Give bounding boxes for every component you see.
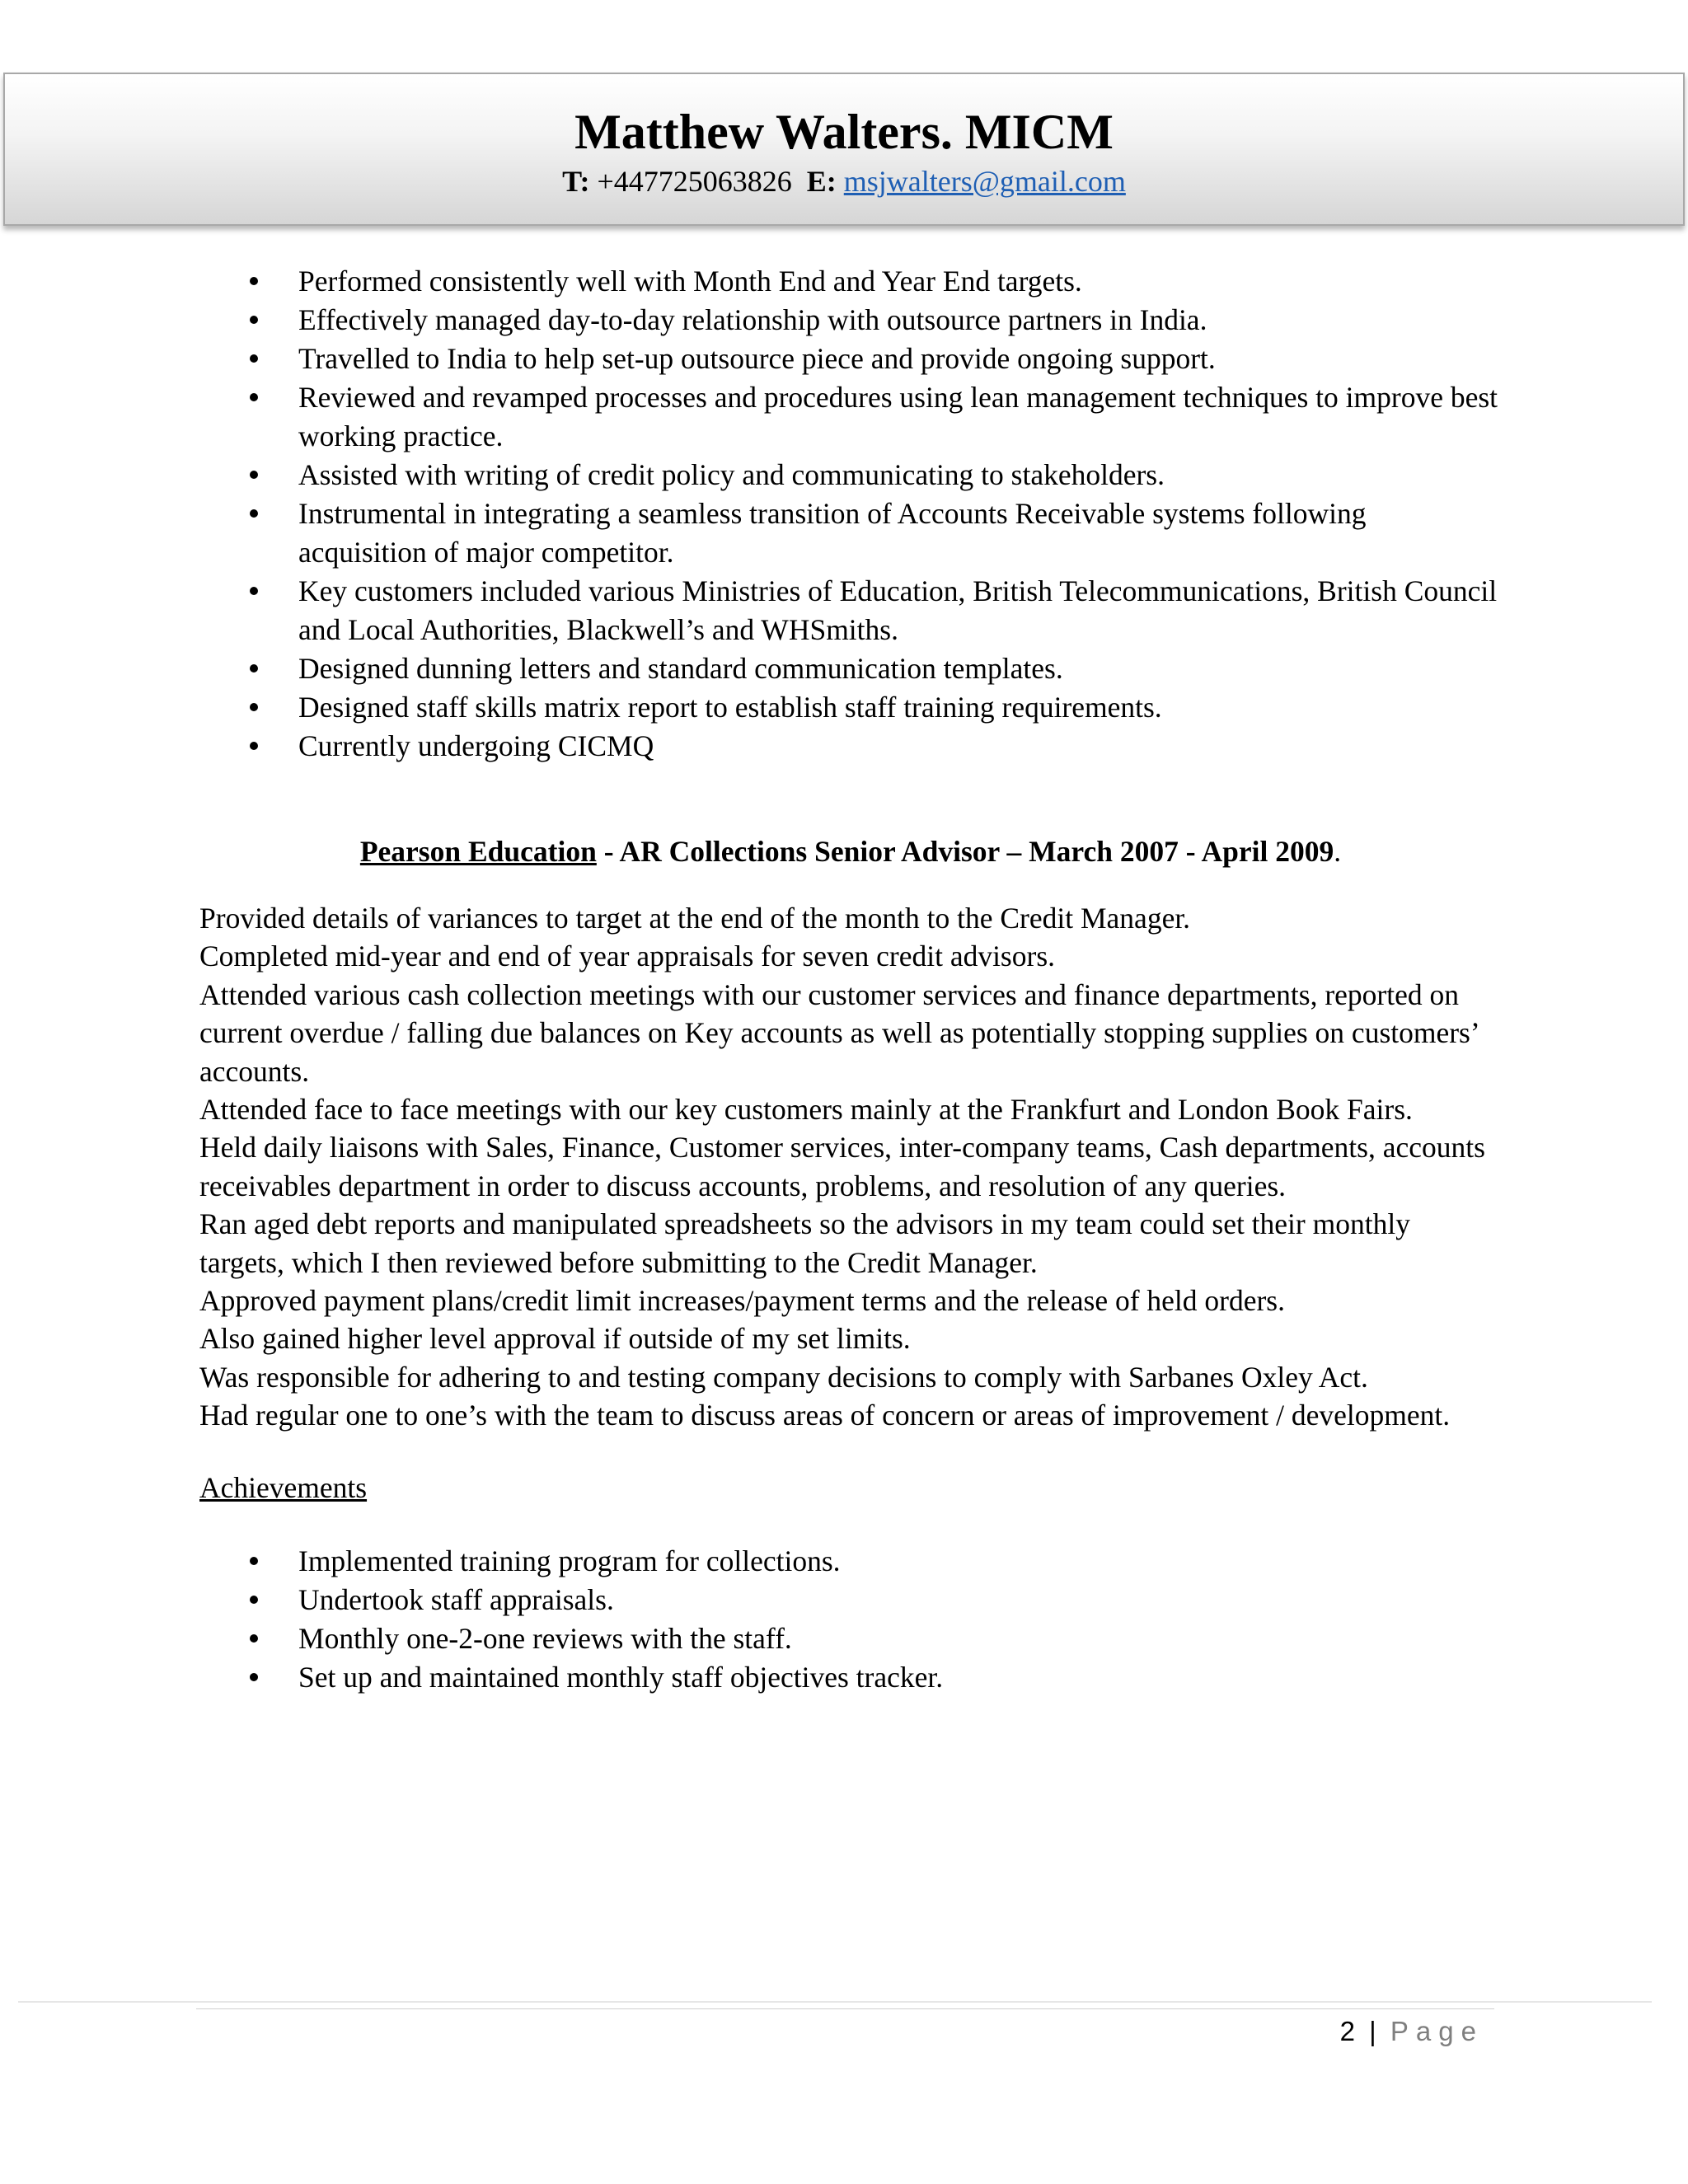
page-content: [199, 262, 1502, 1697]
bullet-item: Travelled to India to help set-up outsource piece and provide ongoing support.: [199, 340, 1502, 378]
bullet-item: Reviewed and revamped processes and procedures using lean management techniques to improve best working practice.: [199, 378, 1502, 456]
resume-header: [3, 73, 1685, 226]
duty-paragraph: Provided details of variances to target at the end of the month to the Credit Manager.: [199, 902, 1191, 935]
job-title: - AR Collections Senior Advisor – March 2007 - April 2009: [603, 835, 1334, 868]
bullet-item: Designed staff skills matrix report to establish staff training requirements.: [199, 688, 1502, 727]
duty-paragraph: Had regular one to one’s with the team to discuss areas of concern or areas of improvement / development.: [199, 1399, 1451, 1432]
bullet-item: Designed dunning letters and standard communication templates.: [199, 649, 1502, 688]
footer-divider: [18, 2001, 1652, 2003]
email-label: E:: [806, 165, 837, 198]
page-label: Page: [1390, 2016, 1484, 2046]
achievement-item: Undertook staff appraisals.: [199, 1581, 1502, 1619]
email-link[interactable]: msjwalters@gmail.com: [843, 165, 1126, 198]
page-number: 2: [1339, 2016, 1358, 2046]
duty-paragraph: Attended face to face meetings with our key customers mainly at the Frankfurt and London Book Fairs.: [199, 1093, 1413, 1127]
duty-paragraph: Also gained higher level approval if outside of my set limits.: [199, 1322, 911, 1356]
page-footer: [1236, 2011, 1484, 2052]
contact-line: [5, 163, 1683, 199]
candidate-name: Matthew Walters. MICM: [574, 105, 1114, 159]
bullet-item: Instrumental in integrating a seamless transition of Accounts Receivable systems following acquisition of major competitor.: [199, 494, 1502, 572]
bullet-item: Effectively managed day-to-day relationship with outsource partners in India.: [199, 301, 1502, 340]
bullet-item: Assisted with writing of credit policy and communicating to stakeholders.: [199, 456, 1502, 494]
achievement-item: Implemented training program for collections.: [199, 1542, 1502, 1581]
footer-divider-inner: [196, 2008, 1494, 2009]
previous-role-bullet-list: [199, 262, 1502, 766]
phone-label: T:: [562, 165, 590, 198]
achievements-list: [199, 1542, 1502, 1697]
bullet-item: Key customers included various Ministries of Education, British Telecommunications, British Council and Local Authorities, Blackwell’s and WHSmiths.: [199, 572, 1502, 649]
duty-paragraph: Completed mid-year and end of year appraisals for seven credit advisors.: [199, 940, 1056, 973]
company-name: Pearson Education: [359, 835, 597, 868]
bullet-item: Currently undergoing CICMQ: [199, 727, 1502, 766]
duty-paragraph: Was responsible for adhering to and testing company decisions to comply with Sarbanes Oxley Act.: [199, 1360, 1368, 1394]
achievement-item: Set up and maintained monthly staff objectives tracker.: [199, 1658, 1502, 1697]
duty-paragraph: Approved payment plans/credit limit increases/payment terms and the release of held orders.: [199, 1284, 1286, 1318]
phone-number: +447725063826: [597, 165, 792, 198]
achievements-heading: Achievements: [199, 1470, 368, 1504]
job-heading: [199, 832, 1502, 871]
bullet-item: Performed consistently well with Month End and Year End targets.: [199, 262, 1502, 301]
duties-section: [199, 899, 1502, 1435]
duty-paragraph: Attended various cash collection meetings with our customer services and finance departments, reported on current overdue / falling due balances on Key accounts as well as potentially stopping supplies on customers’ accounts.: [199, 977, 1479, 1088]
duty-paragraph: Held daily liaisons with Sales, Finance, Customer services, inter-company teams, Cash departments, accounts receivables department in order to discuss accounts, problems, and resolution of any queries.: [199, 1131, 1485, 1202]
job-heading-end: .: [1334, 835, 1342, 868]
achievement-item: Monthly one-2-one reviews with the staff.: [199, 1619, 1502, 1658]
page-separator: |: [1369, 2016, 1380, 2046]
duty-paragraph: Ran aged debt reports and manipulated spreadsheets so the advisors in my team could set their monthly targets, which I then reviewed before submitting to the Credit Manager.: [199, 1207, 1410, 1279]
